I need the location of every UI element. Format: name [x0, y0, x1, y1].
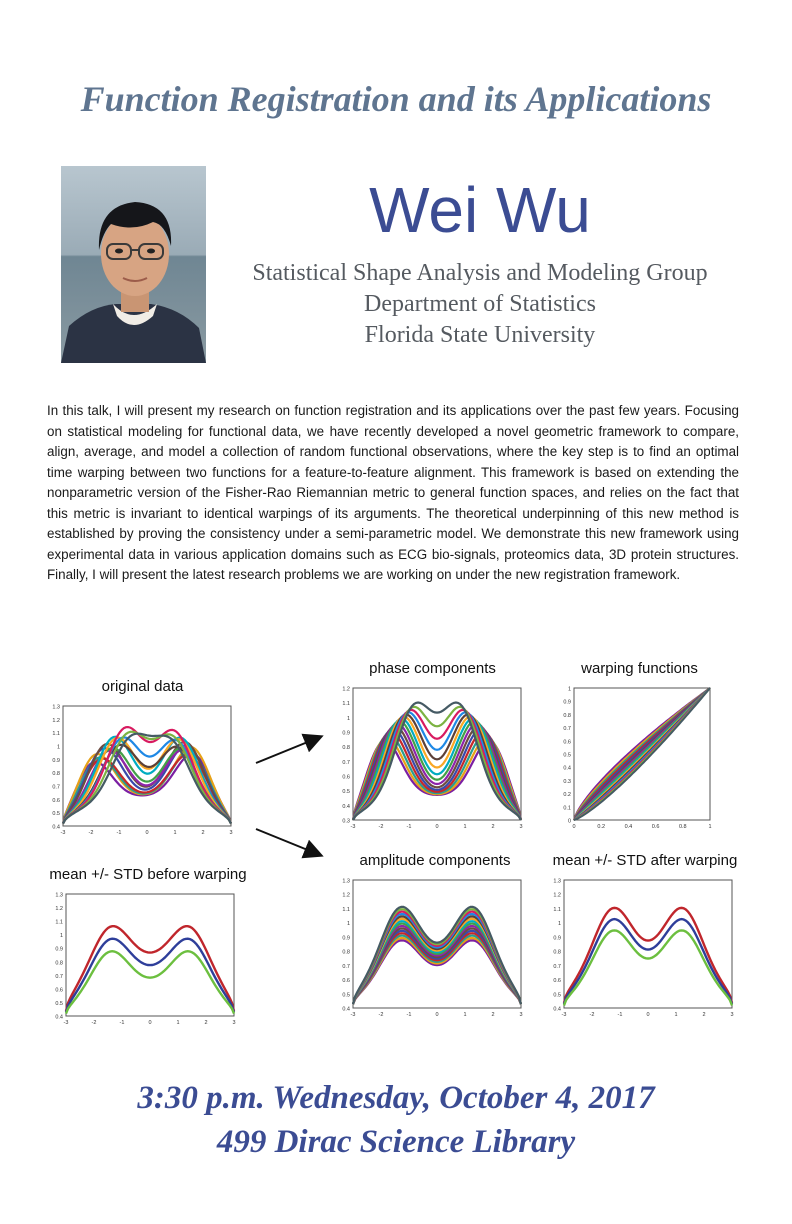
x-tick-label: 3	[730, 1012, 734, 1018]
plot-warping-functions	[552, 660, 727, 835]
y-tick-label: 1	[346, 921, 350, 928]
warping-functions-chart	[552, 682, 727, 837]
y-tick-label: 0.7	[52, 784, 60, 791]
affiliation	[230, 258, 730, 351]
x-tick-label: 0.4	[624, 824, 633, 830]
plot-phase-components	[335, 660, 530, 835]
mean-lower-curve	[66, 951, 234, 1013]
plot-title: mean +/- STD before warping	[49, 866, 247, 883]
x-tick-label: -3	[350, 1012, 356, 1018]
x-tick-label: 1	[463, 824, 467, 830]
x-tick-label: 2	[201, 830, 205, 836]
y-tick-label: 0.8	[52, 771, 60, 778]
x-tick-label: -2	[378, 1012, 384, 1018]
x-tick-label: 1	[708, 824, 712, 830]
x-tick-label: 0	[572, 824, 576, 830]
y-tick-label: 0.5	[563, 752, 571, 759]
y-tick-label: 0.8	[342, 949, 350, 956]
original-data-chart	[45, 698, 240, 838]
plot-title: amplitude components	[359, 852, 511, 869]
x-tick-label: 3	[229, 830, 233, 836]
mean-upper-curve	[66, 926, 234, 1011]
x-tick-label: -2	[88, 830, 94, 836]
y-tick-label: 0.6	[553, 978, 561, 985]
x-tick-label: 0	[435, 1012, 439, 1018]
y-tick-label: 1.1	[55, 919, 63, 926]
y-tick-label: 0.8	[553, 949, 561, 956]
x-tick-label: 0	[145, 830, 149, 836]
y-tick-label: 0.6	[342, 978, 350, 985]
y-tick-label: 0.4	[563, 765, 571, 772]
event-location: 499 Dirac Science Library	[216, 1124, 576, 1160]
plot-title: warping functions	[581, 660, 698, 677]
y-tick-label: 0.4	[342, 1006, 350, 1013]
y-tick-label: 1	[346, 715, 350, 722]
affiliation-department: Department of Statistics	[364, 291, 596, 317]
plot-title: phase components	[369, 660, 496, 677]
x-tick-label: -1	[119, 1020, 125, 1026]
x-tick-label: -3	[60, 830, 66, 836]
x-tick-label: 0.6	[651, 824, 660, 830]
mean-after-chart	[540, 874, 750, 1024]
y-tick-label: 0.9	[52, 757, 60, 764]
y-tick-label: 1	[557, 921, 561, 928]
mean-before-chart	[28, 886, 268, 1026]
x-tick-label: -1	[116, 830, 122, 836]
y-tick-label: 0.6	[52, 797, 60, 804]
y-tick-label: 0.5	[342, 789, 350, 796]
y-tick-label: 0.8	[563, 712, 571, 719]
x-tick-label: 3	[232, 1020, 236, 1026]
phase-components-chart	[335, 682, 530, 837]
x-tick-label: 1	[674, 1012, 678, 1018]
y-tick-label: 1.1	[342, 906, 350, 913]
plot-frame	[564, 880, 732, 1008]
x-tick-label: -2	[378, 824, 384, 830]
y-tick-label: 1.3	[55, 892, 63, 899]
y-tick-label: 1	[59, 933, 63, 940]
x-tick-label: 2	[491, 824, 495, 830]
y-tick-label: 1.2	[342, 892, 350, 899]
plot-title: original data	[101, 678, 184, 695]
y-tick-label: 0.1	[563, 805, 571, 812]
y-tick-label: 0.5	[342, 992, 350, 999]
y-tick-label: 0.8	[342, 745, 350, 752]
x-tick-label: 0.2	[597, 824, 606, 830]
x-tick-label: 2	[491, 1012, 495, 1018]
y-tick-label: 0.2	[563, 792, 571, 799]
y-tick-label: 1.1	[553, 906, 561, 913]
x-tick-label: -3	[350, 824, 356, 830]
y-tick-label: 0.4	[553, 1006, 561, 1013]
arrow-to-amplitude	[256, 829, 320, 855]
y-tick-label: 0.7	[563, 726, 571, 733]
speaker-photo	[61, 166, 206, 363]
x-tick-label: -2	[91, 1020, 97, 1026]
amplitude-components-chart	[335, 874, 535, 1024]
y-tick-label: 0.6	[55, 987, 63, 994]
x-tick-label: 3	[519, 824, 523, 830]
y-tick-label: 0.7	[553, 963, 561, 970]
y-tick-label: 1.3	[342, 878, 350, 885]
event-time: 3:30 p.m. Wednesday, October 4, 2017	[137, 1080, 655, 1116]
y-tick-label: 1.2	[342, 686, 350, 693]
y-tick-label: 0.9	[553, 935, 561, 942]
x-tick-label: -1	[406, 824, 412, 830]
x-tick-label: 0	[435, 824, 439, 830]
y-tick-label: 1.1	[52, 731, 60, 738]
y-tick-label: 0.7	[342, 963, 350, 970]
x-tick-label: 0.8	[678, 824, 687, 830]
y-tick-label: 0.6	[342, 774, 350, 781]
y-tick-label: 1.3	[553, 878, 561, 885]
y-tick-label: 0.4	[55, 1014, 63, 1021]
plot-title: mean +/- STD after warping	[552, 852, 738, 869]
x-tick-label: 0	[148, 1020, 152, 1026]
y-tick-label: 1.3	[52, 704, 60, 711]
x-tick-label: -1	[617, 1012, 623, 1018]
speaker-name: Wei Wu	[369, 174, 591, 246]
arrow-to-phase	[256, 737, 320, 763]
seminar-title: Function Registration and its Applications	[80, 79, 712, 119]
y-tick-label: 1.2	[55, 906, 63, 913]
plot-mean-before	[28, 866, 268, 1026]
arrows	[250, 725, 335, 865]
x-tick-label: 1	[176, 1020, 180, 1026]
mean-curve	[564, 919, 732, 1004]
x-tick-label: -2	[589, 1012, 595, 1018]
y-tick-label: 0.6	[563, 739, 571, 746]
affiliation-university: Florida State University	[364, 322, 596, 348]
x-tick-label: 2	[702, 1012, 706, 1018]
y-tick-label: 0.5	[52, 811, 60, 818]
y-tick-label: 0.4	[342, 803, 350, 810]
y-tick-label: 0.7	[55, 973, 63, 980]
y-tick-label: 1.2	[52, 717, 60, 724]
plot-original-data	[45, 678, 240, 838]
plot-mean-after	[540, 852, 750, 1022]
abstract-text: In this talk, I will present my research on function registration and its applications over the past few years. Focusing on statistical modeling for functional data, we have recently developed a novel geometric framework to compare, align, average, and model a collection of random functional observations, where the key step is to find an optimal time warping between two functions for a feature-to-feature alignment. This framework is based on extending the nonparametric version of the Fisher-Rao Riemannian metric to general function spaces, and relies on the fact that this metric is invariant to identical warpings of its arguments. The theoretical underpinning of this new method is established by proving the consistency under a semi-parametric model. We demonstrate this new framework using experimental data in various application domains such as ECG bio-signals, proteomics data, 3D protein structures. Finally, I will present the latest research problems we are working on under the new registration framework.	[47, 403, 739, 582]
y-tick-label: 0.4	[52, 824, 60, 831]
x-tick-label: -1	[406, 1012, 412, 1018]
y-tick-label: 0.3	[563, 778, 571, 785]
y-tick-label: 1.1	[342, 701, 350, 708]
y-tick-label: 0	[567, 818, 571, 825]
x-tick-label: -3	[561, 1012, 567, 1018]
x-tick-label: 3	[519, 1012, 523, 1018]
y-tick-label: 1	[567, 686, 571, 693]
phase-curve	[353, 719, 521, 820]
y-tick-label: 0.5	[55, 1000, 63, 1007]
y-tick-label: 0.9	[563, 699, 571, 706]
mean-upper-curve	[564, 908, 732, 1003]
y-tick-label: 0.9	[55, 946, 63, 953]
x-tick-label: -3	[63, 1020, 69, 1026]
x-tick-label: 1	[463, 1012, 467, 1018]
y-tick-label: 0.5	[553, 992, 561, 999]
y-tick-label: 0.8	[55, 960, 63, 967]
y-tick-label: 0.9	[342, 730, 350, 737]
y-tick-label: 0.3	[342, 818, 350, 825]
plot-amplitude-components	[335, 852, 535, 1022]
y-tick-label: 0.9	[342, 935, 350, 942]
affiliation-group: Statistical Shape Analysis and Modeling Group	[252, 260, 708, 286]
y-tick-label: 1.2	[553, 892, 561, 899]
x-tick-label: 0	[646, 1012, 650, 1018]
y-tick-label: 0.7	[342, 759, 350, 766]
y-tick-label: 1	[56, 744, 60, 751]
x-tick-label: 1	[173, 830, 177, 836]
x-tick-label: 2	[204, 1020, 208, 1026]
